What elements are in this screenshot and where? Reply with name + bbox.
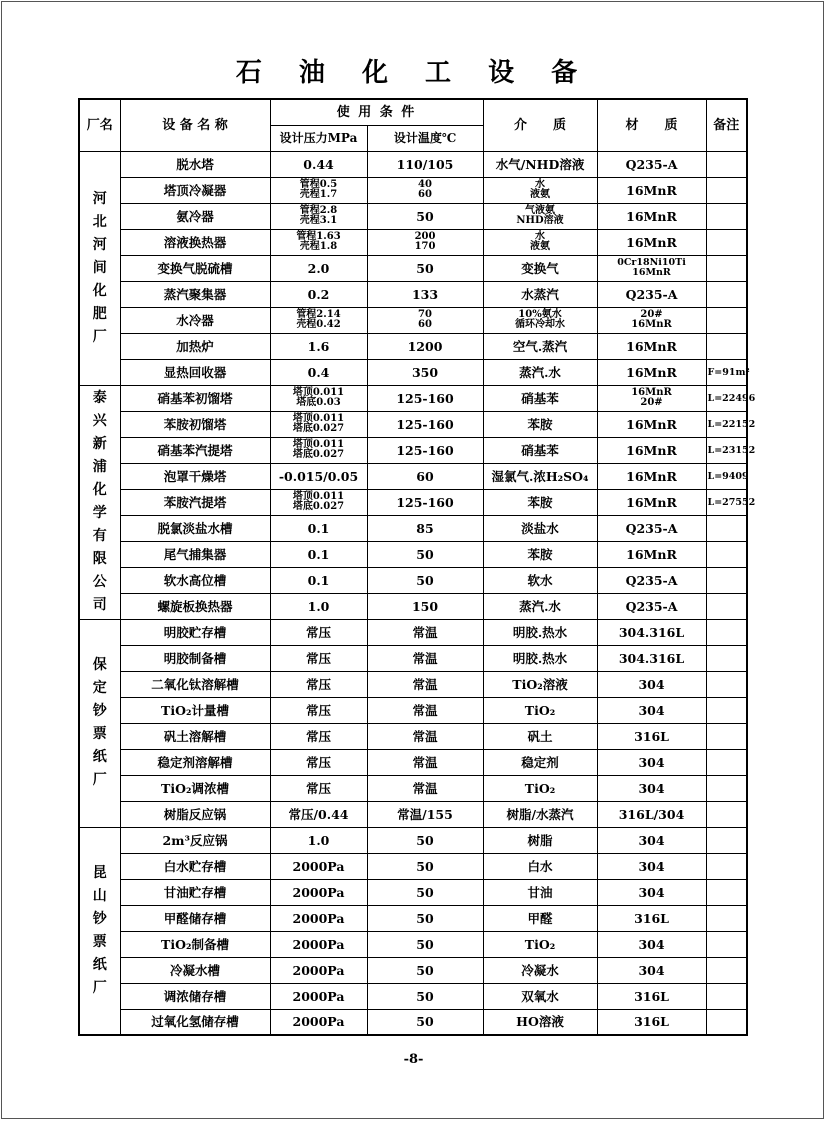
page-number: -8- [403, 1052, 424, 1067]
remark [706, 333, 747, 359]
medium: 苯胺 [483, 411, 597, 437]
equipment-name: 加热炉 [120, 333, 270, 359]
medium: TiO₂ [483, 775, 597, 801]
remark [706, 229, 747, 255]
header-pressure: 设计压力MPa [270, 125, 367, 151]
factory-name: 保 定 钞 票 纸 厂 [79, 619, 120, 827]
equipment-name: 稳定剂溶解槽 [120, 749, 270, 775]
remark [706, 879, 747, 905]
design-pressure: 2000Pa [270, 957, 367, 983]
design-temperature: 50 [367, 957, 483, 983]
table-row [79, 619, 747, 645]
material: 316L [597, 983, 706, 1009]
design-pressure: 0.1 [270, 541, 367, 567]
remark [706, 905, 747, 931]
design-pressure: 塔顶0.011 塔底0.03 [270, 385, 367, 411]
equipment-name: 过氧化氢储存槽 [120, 1009, 270, 1035]
design-pressure: 管程1.63 壳程1.8 [270, 229, 367, 255]
equipment-name: 变换气脱硫槽 [120, 255, 270, 281]
remark [706, 775, 747, 801]
remark: L=9409 [706, 463, 747, 489]
remark [706, 983, 747, 1009]
design-temperature: 50 [367, 879, 483, 905]
design-pressure: 塔顶0.011 塔底0.027 [270, 437, 367, 463]
equipment-name: 泡罩干燥塔 [120, 463, 270, 489]
design-pressure: 常压 [270, 645, 367, 671]
remark [706, 931, 747, 957]
remark [706, 827, 747, 853]
medium: 水蒸汽 [483, 281, 597, 307]
medium: 稳定剂 [483, 749, 597, 775]
design-temperature: 50 [367, 983, 483, 1009]
material: Q235-A [597, 515, 706, 541]
design-temperature: 常温 [367, 619, 483, 645]
equipment-name: TiO₂调浓槽 [120, 775, 270, 801]
design-temperature: 70 60 [367, 307, 483, 333]
material: 16MnR [597, 437, 706, 463]
table-row [79, 333, 747, 359]
table-row [79, 801, 747, 827]
medium: 气液氨 NHD溶液 [483, 203, 597, 229]
remark [706, 801, 747, 827]
remark: L=23152 [706, 437, 747, 463]
design-temperature: 常温/155 [367, 801, 483, 827]
medium: 变换气 [483, 255, 597, 281]
equipment-name: TiO₂制备槽 [120, 931, 270, 957]
design-pressure: 塔顶0.011 塔底0.027 [270, 489, 367, 515]
table-row [79, 151, 747, 177]
equipment-table [78, 98, 756, 1036]
medium: TiO₂ [483, 931, 597, 957]
design-temperature: 常温 [367, 645, 483, 671]
table-row [79, 957, 747, 983]
remark [706, 307, 747, 333]
design-pressure: 1.6 [270, 333, 367, 359]
table-row [79, 905, 747, 931]
design-pressure: 0.1 [270, 567, 367, 593]
material: 16MnR [597, 489, 706, 515]
table-row [79, 359, 747, 385]
material: 316L/304 [597, 801, 706, 827]
design-temperature: 常温 [367, 775, 483, 801]
remark [706, 671, 747, 697]
design-pressure: 管程2.8 壳程3.1 [270, 203, 367, 229]
material: 304 [597, 957, 706, 983]
material: 304 [597, 853, 706, 879]
medium: 蒸汽.水 [483, 359, 597, 385]
remark [706, 723, 747, 749]
material: 16MnR [597, 411, 706, 437]
equipment-name: 塔顶冷凝器 [120, 177, 270, 203]
medium: 白水 [483, 853, 597, 879]
design-pressure: 0.1 [270, 515, 367, 541]
medium: HO溶液 [483, 1009, 597, 1035]
design-pressure: 2000Pa [270, 983, 367, 1009]
material: 316L [597, 905, 706, 931]
table-row [79, 489, 747, 515]
header-temperature: 设计温度℃ [367, 125, 483, 151]
equipment-name: 蒸汽聚集器 [120, 281, 270, 307]
design-pressure: 管程0.5 壳程1.7 [270, 177, 367, 203]
material: 16MnR [597, 177, 706, 203]
equipment-name: 明胶制备槽 [120, 645, 270, 671]
remark: L=22152 [706, 411, 747, 437]
equipment-name: 氨冷器 [120, 203, 270, 229]
medium: 矾土 [483, 723, 597, 749]
table-row [79, 879, 747, 905]
design-pressure: 常压 [270, 723, 367, 749]
medium: 水气/NHD溶液 [483, 151, 597, 177]
material: 16MnR [597, 463, 706, 489]
design-pressure: 常压 [270, 775, 367, 801]
design-temperature: 125-160 [367, 437, 483, 463]
remark [706, 151, 747, 177]
design-temperature: 60 [367, 463, 483, 489]
equipment-name: 水冷器 [120, 307, 270, 333]
remark [706, 619, 747, 645]
design-temperature: 50 [367, 203, 483, 229]
material: 316L [597, 723, 706, 749]
equipment-name: 白水贮存槽 [120, 853, 270, 879]
medium: 树脂/水蒸汽 [483, 801, 597, 827]
table-row [79, 203, 747, 229]
material: 316L [597, 1009, 706, 1035]
design-temperature: 200 170 [367, 229, 483, 255]
design-pressure: 常压/0.44 [270, 801, 367, 827]
medium: 硝基苯 [483, 385, 597, 411]
table-row [79, 567, 747, 593]
remark [706, 177, 747, 203]
table-row [79, 1009, 747, 1035]
design-temperature: 50 [367, 827, 483, 853]
equipment-name: 显热回收器 [120, 359, 270, 385]
table-row [79, 697, 747, 723]
equipment-name: 甲醛储存槽 [120, 905, 270, 931]
table-row [79, 515, 747, 541]
equipment-name: 脱水塔 [120, 151, 270, 177]
medium: 苯胺 [483, 489, 597, 515]
remark: L=22496 [706, 385, 747, 411]
design-temperature: 110/105 [367, 151, 483, 177]
design-temperature: 常温 [367, 671, 483, 697]
equipment-name: 树脂反应锅 [120, 801, 270, 827]
design-temperature: 150 [367, 593, 483, 619]
material: 16MnR [597, 333, 706, 359]
remark [706, 593, 747, 619]
medium: 冷凝水 [483, 957, 597, 983]
page-title: 石 油 化 工 设 备 [235, 58, 592, 88]
table-body [79, 151, 756, 1035]
material: 304 [597, 697, 706, 723]
material: Q235-A [597, 567, 706, 593]
table-row [79, 931, 747, 957]
factory-name: 昆 山 钞 票 纸 厂 [79, 827, 120, 1035]
header-remark: 备注 [706, 99, 747, 151]
material: 0Cr18Ni10Ti 16MnR [597, 255, 706, 281]
remark: F=91m² [706, 359, 747, 385]
medium: 甲醛 [483, 905, 597, 931]
design-temperature: 常温 [367, 697, 483, 723]
design-temperature: 50 [367, 905, 483, 931]
design-pressure: 2000Pa [270, 1009, 367, 1035]
remark [706, 255, 747, 281]
material: Q235-A [597, 593, 706, 619]
remark [706, 1009, 747, 1035]
design-temperature: 85 [367, 515, 483, 541]
remark: L=27552 [706, 489, 747, 515]
table-row [79, 411, 747, 437]
material: Q235-A [597, 281, 706, 307]
remark [706, 645, 747, 671]
design-temperature: 1200 [367, 333, 483, 359]
header-material: 材 质 [597, 99, 706, 151]
table-row [79, 541, 747, 567]
equipment-name: 螺旋板换热器 [120, 593, 270, 619]
table-row [79, 281, 747, 307]
design-temperature: 50 [367, 567, 483, 593]
table-row [79, 255, 747, 281]
header-medium: 介 质 [483, 99, 597, 151]
remark [706, 567, 747, 593]
design-temperature: 133 [367, 281, 483, 307]
design-pressure: 常压 [270, 749, 367, 775]
table-row [79, 385, 747, 411]
material: 16MnR [597, 359, 706, 385]
medium: TiO₂ [483, 697, 597, 723]
medium: 苯胺 [483, 541, 597, 567]
design-temperature: 常温 [367, 723, 483, 749]
remark [706, 957, 747, 983]
medium: 明胶.热水 [483, 645, 597, 671]
medium: 树脂 [483, 827, 597, 853]
table-row [79, 983, 747, 1009]
table-row [79, 853, 747, 879]
equipment-name: 脱氯淡盐水槽 [120, 515, 270, 541]
design-pressure: 常压 [270, 619, 367, 645]
table-row [79, 437, 747, 463]
material: 16MnR 20# [597, 385, 706, 411]
medium: 甘油 [483, 879, 597, 905]
design-pressure: 2000Pa [270, 905, 367, 931]
header-conditions: 使 用 条 件 [270, 99, 483, 125]
remark [706, 853, 747, 879]
medium: 双氧水 [483, 983, 597, 1009]
design-pressure: 0.4 [270, 359, 367, 385]
equipment-name: 硝基苯汽提塔 [120, 437, 270, 463]
material: 304 [597, 827, 706, 853]
table-row [79, 723, 747, 749]
remark [706, 281, 747, 307]
equipment-name: 硝基苯初馏塔 [120, 385, 270, 411]
design-temperature: 125-160 [367, 489, 483, 515]
material: 304 [597, 931, 706, 957]
equipment-name: 明胶贮存槽 [120, 619, 270, 645]
design-pressure: 0.44 [270, 151, 367, 177]
design-pressure: -0.015/0.05 [270, 463, 367, 489]
remark [706, 203, 747, 229]
medium: 空气.蒸汽 [483, 333, 597, 359]
factory-name: 泰 兴 新 浦 化 学 有 限 公 司 [79, 385, 120, 619]
remark [706, 515, 747, 541]
table-row [79, 463, 747, 489]
table-row [79, 827, 747, 853]
design-pressure: 常压 [270, 671, 367, 697]
design-temperature: 40 60 [367, 177, 483, 203]
equipment-name: 甘油贮存槽 [120, 879, 270, 905]
medium: 蒸汽.水 [483, 593, 597, 619]
medium: 软水 [483, 567, 597, 593]
material: 20# 16MnR [597, 307, 706, 333]
design-pressure: 0.2 [270, 281, 367, 307]
table-row [79, 177, 747, 203]
design-pressure: 2000Pa [270, 853, 367, 879]
design-temperature: 50 [367, 853, 483, 879]
equipment-name: 苯胺初馏塔 [120, 411, 270, 437]
equipment-name: 二氧化钛溶解槽 [120, 671, 270, 697]
equipment-name: 2m³反应锅 [120, 827, 270, 853]
design-pressure: 常压 [270, 697, 367, 723]
design-temperature: 50 [367, 541, 483, 567]
equipment-name: 尾气捕集器 [120, 541, 270, 567]
remark [706, 749, 747, 775]
table-row [79, 229, 747, 255]
header-equipment: 设 备 名 称 [120, 99, 270, 151]
equipment-name: 调浓储存槽 [120, 983, 270, 1009]
material: 304.316L [597, 619, 706, 645]
design-pressure: 管程2.14 壳程0.42 [270, 307, 367, 333]
design-temperature: 50 [367, 255, 483, 281]
table-row [79, 671, 747, 697]
equipment-name: 冷凝水槽 [120, 957, 270, 983]
medium: 淡盐水 [483, 515, 597, 541]
table-row [79, 307, 747, 333]
medium: TiO₂溶液 [483, 671, 597, 697]
material: 304.316L [597, 645, 706, 671]
material: Q235-A [597, 151, 706, 177]
material: 304 [597, 775, 706, 801]
medium: 明胶.热水 [483, 619, 597, 645]
design-temperature: 50 [367, 1009, 483, 1035]
material: 16MnR [597, 229, 706, 255]
design-temperature: 350 [367, 359, 483, 385]
equipment-name: TiO₂计量槽 [120, 697, 270, 723]
table-row [79, 775, 747, 801]
material: 304 [597, 749, 706, 775]
table-row [79, 645, 747, 671]
design-pressure: 2000Pa [270, 931, 367, 957]
design-pressure: 塔顶0.011 塔底0.027 [270, 411, 367, 437]
medium: 湿氯气.浓H₂SO₄ [483, 463, 597, 489]
remark [706, 697, 747, 723]
design-temperature: 常温 [367, 749, 483, 775]
equipment-name: 矾土溶解槽 [120, 723, 270, 749]
table-row [79, 749, 747, 775]
material: 304 [597, 671, 706, 697]
medium: 水 液氨 [483, 229, 597, 255]
equipment-name: 软水高位槽 [120, 567, 270, 593]
material: 304 [597, 879, 706, 905]
remark [706, 541, 747, 567]
design-temperature: 125-160 [367, 385, 483, 411]
design-temperature: 50 [367, 931, 483, 957]
medium: 水 液氨 [483, 177, 597, 203]
design-pressure: 2000Pa [270, 879, 367, 905]
design-pressure: 1.0 [270, 827, 367, 853]
medium: 10%氨水 循环冷却水 [483, 307, 597, 333]
table-row [79, 593, 747, 619]
equipment-name: 苯胺汽提塔 [120, 489, 270, 515]
factory-name: 河 北 河 间 化 肥 厂 [79, 151, 120, 385]
design-pressure: 2.0 [270, 255, 367, 281]
design-pressure: 1.0 [270, 593, 367, 619]
equipment-name: 溶液换热器 [120, 229, 270, 255]
material: 16MnR [597, 541, 706, 567]
design-temperature: 125-160 [367, 411, 483, 437]
header-factory: 厂名 [79, 99, 120, 151]
medium: 硝基苯 [483, 437, 597, 463]
material: 16MnR [597, 203, 706, 229]
